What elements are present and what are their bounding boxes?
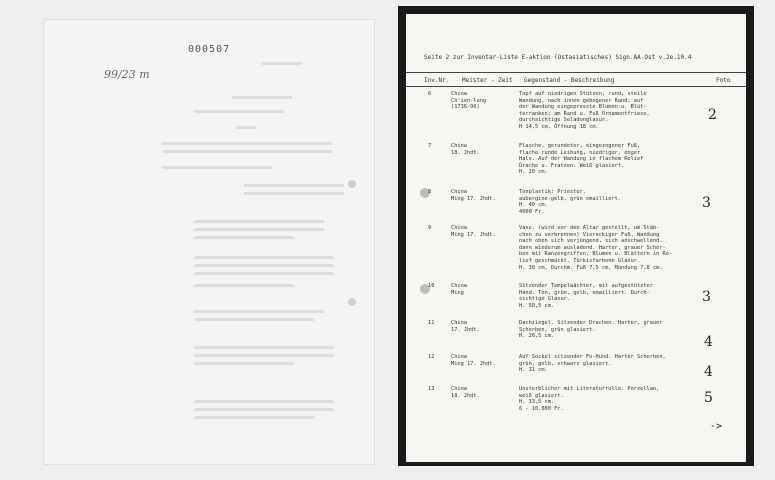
faint-text-line — [262, 62, 302, 65]
faint-text-line — [244, 192, 344, 195]
faint-text-line — [194, 256, 334, 259]
faint-text-line — [194, 318, 314, 321]
right-page-frame — [398, 6, 754, 466]
faint-text-line — [194, 416, 314, 419]
row-number: 11 — [428, 320, 435, 326]
row-number: 8 — [428, 189, 432, 195]
handwritten-reference: 99/23 m — [104, 68, 150, 81]
faint-text-line — [194, 284, 294, 287]
row-description: Dachziegel. Sitzender Drachen. Harter, grauer Scherben, grün glasiert. H. 26,5 cm. — [519, 320, 663, 340]
punch-hole — [348, 180, 356, 188]
document-number: 000507 — [188, 44, 231, 55]
faint-text-line — [194, 110, 284, 113]
faint-text-line — [194, 354, 334, 357]
row-meister: China Ch'ien-lung (1736-96) — [451, 91, 487, 111]
page-header: Seite 2 zur Inventar-Liste E-aktion (Ostasiatisches) Sign.AA-Ost v.2e.10.4 — [424, 54, 692, 61]
column-header-nr: Inv.Nr. — [424, 77, 450, 84]
column-rule — [406, 86, 746, 87]
typed-sheet — [406, 14, 746, 462]
faint-text-line — [194, 272, 334, 275]
faint-text-line — [194, 346, 334, 349]
row-description: Auf Sockel sitzender Fo-Hund. Harter Scherben, grün, gelb, schwarz glasiert. H. 31 cm. — [519, 354, 666, 374]
faint-text-line — [162, 142, 332, 145]
faint-text-line — [162, 166, 272, 169]
faint-text-line — [194, 400, 334, 403]
column-header-foto: Foto — [716, 77, 731, 84]
row-description: Vase. (wird vor den Altar gestellt, um Stäb- chen zu verbrennen) Viereckiger Fuß, Wandung nach oben sich verjüngend, sich anschwellend. dann wiederum ausladend. Harter, grauer Scher- ben mit Ranzengriffen, Blumen u. Blättern in Re- lief geschmückt. Türkisfarbene Glasur. H. 30 cm, Durchm. Fuß 7,5 cm, Mündung 7,8 cm. — [519, 225, 673, 271]
faint-text-line — [236, 126, 256, 129]
handwritten-mark: 4 — [704, 364, 713, 380]
row-number: 9 — [428, 225, 432, 231]
faint-text-line — [194, 220, 324, 223]
handwritten-mark: 3 — [702, 289, 711, 305]
faint-text-line — [194, 236, 294, 239]
row-meister: China Ming 17. Jhdt. — [451, 189, 496, 202]
column-header-meister: Meister - Zeit — [462, 77, 513, 84]
faint-text-line — [194, 310, 324, 313]
faint-text-line — [162, 150, 332, 153]
row-meister: China 18. Jhdt. — [451, 386, 480, 399]
row-number: 6 — [428, 91, 432, 97]
continuation-arrow: -> — [709, 421, 722, 432]
left-page — [44, 20, 374, 464]
handwritten-mark: 3 — [702, 195, 711, 211]
faint-text-line — [194, 228, 324, 231]
faint-text-line — [194, 408, 334, 411]
row-number: 7 — [428, 143, 432, 149]
column-header-description: Gegenstand - Beschreibung — [524, 77, 615, 84]
handwritten-mark: 2 — [708, 107, 717, 123]
header-rule — [406, 72, 746, 73]
faint-text-line — [232, 96, 292, 99]
row-description: Flasche, gerundeter, eingezogener Fuß, flache runde Leibung, niedriger, enger Hals. Auf der Wandung in flachem Relief Drache u. Fratzen. Weiß glasiert. H. 20 cm. — [519, 143, 644, 176]
row-number: 10 — [428, 283, 435, 289]
row-number: 12 — [428, 354, 435, 360]
faint-text-line — [194, 362, 294, 365]
handwritten-mark: 4 — [704, 334, 713, 350]
row-meister: China Ming 17. Jhdt. — [451, 354, 496, 367]
row-description: Tonplastik: Priester. aubergine-gelb, grün emailliert. H. 40 cm. 4000 Fr. — [519, 189, 622, 215]
row-meister: China Ming — [451, 283, 467, 296]
row-meister: China Ming 17. Jhdt. — [451, 225, 496, 238]
row-description: Sitzender Tempelwächter, mit aufgestützter Hand. Ton, grün, gelb, emailliert. Durch- sichtige Glasur. H. 50,5 cm. — [519, 283, 653, 309]
row-description: Topf auf niedrigen Stützen, rund, steile Wandung, nach innen gebogener Rand; auf der Wandung eingepresste Blumen u. Blüt- terranken; am Rand u. Fuß Ornamentfriese, durchsichtige Seladonglasur. H 14,5 cm, Öffnung 18 cm. — [519, 91, 650, 130]
faint-text-line — [194, 264, 334, 267]
row-meister: China 18. Jhdt. — [451, 143, 480, 156]
handwritten-mark: 5 — [704, 390, 713, 406]
faint-text-line — [244, 184, 344, 187]
row-description: Unsterblicher mit Literaturrolle. Porzellan, weiß glasiert. H. 33,5 cm. 6 - 10.000 Fr. — [519, 386, 660, 412]
row-number: 13 — [428, 386, 435, 392]
row-meister: China 17. Jhdt. — [451, 320, 480, 333]
punch-hole — [348, 298, 356, 306]
